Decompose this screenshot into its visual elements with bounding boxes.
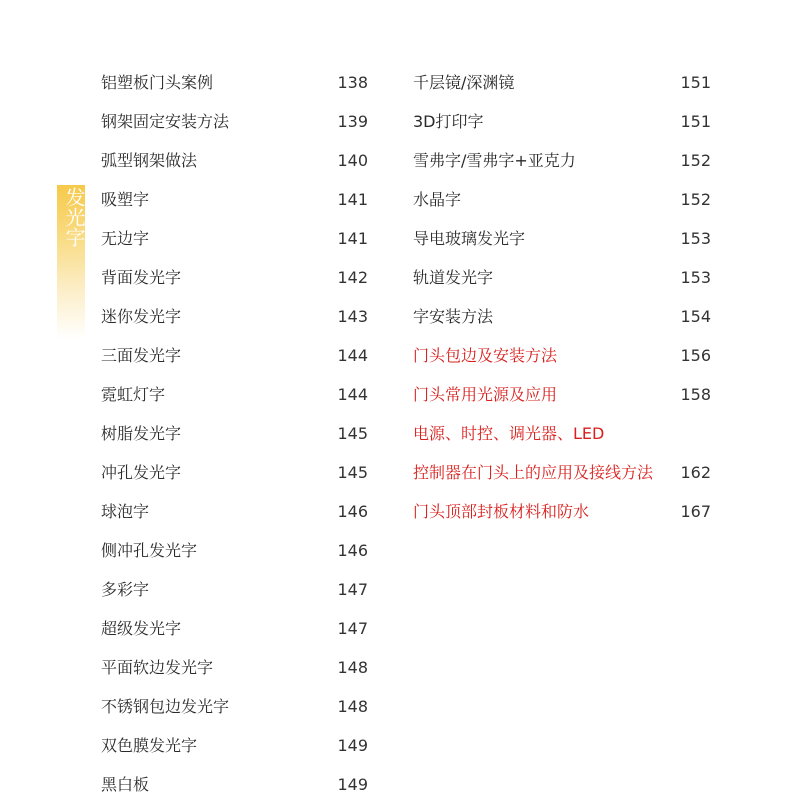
toc-entry-title: 无边字 xyxy=(101,229,150,248)
toc-entry-page-number: 140 xyxy=(337,151,368,170)
toc-entry-page-number: 154 xyxy=(680,307,711,326)
toc-entry-page-number: 146 xyxy=(337,502,368,521)
toc-entry-page-number: 141 xyxy=(337,229,368,248)
toc-entry-page-number: 149 xyxy=(337,736,368,755)
toc-entry-page-number: 152 xyxy=(680,190,711,209)
toc-entry[interactable] xyxy=(413,258,711,297)
toc-entry[interactable] xyxy=(101,453,368,492)
toc-entry-title: 铝塑板门头案例 xyxy=(101,73,214,92)
toc-entry-page-number: 152 xyxy=(680,151,711,170)
toc-entry-page-number: 147 xyxy=(337,580,368,599)
toc-entry-page-number: 142 xyxy=(337,268,368,287)
toc-entry[interactable] xyxy=(413,141,711,180)
toc-entry-page-number: 149 xyxy=(337,775,368,794)
toc-entry-title: 球泡字 xyxy=(101,502,150,521)
toc-entry-title: 门头常用光源及应用 xyxy=(413,385,558,404)
toc-entry-page-number: 138 xyxy=(337,73,368,92)
toc-entry[interactable] xyxy=(101,63,368,102)
toc-entry-title: 双色膜发光字 xyxy=(101,736,198,755)
toc-entry[interactable] xyxy=(101,687,368,726)
toc-entry-page-number: 167 xyxy=(680,502,711,521)
toc-entry-page-number: 153 xyxy=(680,229,711,248)
toc-entry-title: 门头包边及安装方法 xyxy=(413,346,558,365)
toc-entry-page-number: 153 xyxy=(680,268,711,287)
toc-entry[interactable] xyxy=(413,453,711,492)
toc-entry-title: 雪弗字/雪弗字+亚克力 xyxy=(413,151,576,170)
toc-entry-title: 不锈钢包边发光字 xyxy=(101,697,230,716)
toc-entry[interactable] xyxy=(101,141,368,180)
toc-entry[interactable] xyxy=(101,531,368,570)
toc-entry-title: 三面发光字 xyxy=(101,346,182,365)
toc-entry[interactable] xyxy=(413,219,711,258)
toc-entry-title: 门头顶部封板材料和防水 xyxy=(413,502,590,521)
toc-entry[interactable] xyxy=(101,609,368,648)
toc-entry[interactable] xyxy=(413,297,711,336)
toc-entry-title: 黑白板 xyxy=(101,775,150,794)
toc-entry[interactable] xyxy=(413,336,711,375)
toc-entry-title: 导电玻璃发光字 xyxy=(413,229,526,248)
toc-entry-title: 树脂发光字 xyxy=(101,424,182,443)
toc-entry-title: 电源、时控、调光器、LED xyxy=(413,424,605,443)
toc-entry[interactable] xyxy=(101,492,368,531)
toc-entry-title: 吸塑字 xyxy=(101,190,150,209)
toc-entry[interactable] xyxy=(413,375,711,414)
toc-entry-page-number: 148 xyxy=(337,697,368,716)
toc-entry-page-number: 145 xyxy=(337,424,368,443)
toc-entry-page-number: 158 xyxy=(680,385,711,404)
toc-entry-title: 霓虹灯字 xyxy=(101,385,166,404)
toc-entry[interactable] xyxy=(101,180,368,219)
toc-entry-page-number: 139 xyxy=(337,112,368,131)
toc-entry[interactable] xyxy=(101,570,368,609)
toc-entry-page-number: 146 xyxy=(337,541,368,560)
toc-entry-title: 字安装方法 xyxy=(413,307,494,326)
toc-entry-title: 钢架固定安装方法 xyxy=(101,112,230,131)
toc-entry-page-number: 156 xyxy=(680,346,711,365)
toc-entry[interactable] xyxy=(101,414,368,453)
toc-left-column xyxy=(101,63,368,804)
toc-entry[interactable] xyxy=(101,258,368,297)
section-tab xyxy=(57,185,85,340)
toc-entry-title: 迷你发光字 xyxy=(101,307,182,326)
toc-entry-title: 背面发光字 xyxy=(101,268,182,287)
toc-entry[interactable] xyxy=(101,765,368,804)
section-tab-label: 发光字 xyxy=(62,187,86,247)
toc-entry-page-number: 144 xyxy=(337,346,368,365)
toc-entry-title: 控制器在门头上的应用及接线方法 xyxy=(413,463,654,482)
toc-entry-title: 多彩字 xyxy=(101,580,150,599)
toc-entry-page-number: 145 xyxy=(337,463,368,482)
toc-entry-title: 平面软边发光字 xyxy=(101,658,214,677)
toc-entry-page-number: 147 xyxy=(337,619,368,638)
toc-entry-page-number: 151 xyxy=(680,73,711,92)
toc-entry-title: 千层镜/深渊镜 xyxy=(413,73,515,92)
toc-entry[interactable] xyxy=(101,102,368,141)
toc-entry-title: 弧型钢架做法 xyxy=(101,151,198,170)
toc-entry-page-number: 144 xyxy=(337,385,368,404)
toc-entry-page-number: 141 xyxy=(337,190,368,209)
toc-entry[interactable] xyxy=(413,63,711,102)
toc-entry-title: 侧冲孔发光字 xyxy=(101,541,198,560)
toc-entry[interactable] xyxy=(413,492,711,531)
toc-entry-page-number: 148 xyxy=(337,658,368,677)
toc-entry-title: 超级发光字 xyxy=(101,619,182,638)
toc-entry[interactable] xyxy=(413,414,711,453)
toc-entry[interactable] xyxy=(413,180,711,219)
toc-entry-page-number: 143 xyxy=(337,307,368,326)
toc-entry-title: 3D打印字 xyxy=(413,112,484,131)
toc-entry-title: 轨道发光字 xyxy=(413,268,494,287)
toc-entry-page-number: 151 xyxy=(680,112,711,131)
toc-entry[interactable] xyxy=(101,648,368,687)
toc-entry[interactable] xyxy=(101,297,368,336)
toc-entry-title: 水晶字 xyxy=(413,190,462,209)
toc-entry[interactable] xyxy=(413,102,711,141)
toc-entry[interactable] xyxy=(101,219,368,258)
toc-entry-title: 冲孔发光字 xyxy=(101,463,182,482)
toc-right-column xyxy=(413,63,711,531)
toc-entry[interactable] xyxy=(101,726,368,765)
toc-entry[interactable] xyxy=(101,375,368,414)
toc-entry[interactable] xyxy=(101,336,368,375)
toc-entry-page-number: 162 xyxy=(680,463,711,482)
